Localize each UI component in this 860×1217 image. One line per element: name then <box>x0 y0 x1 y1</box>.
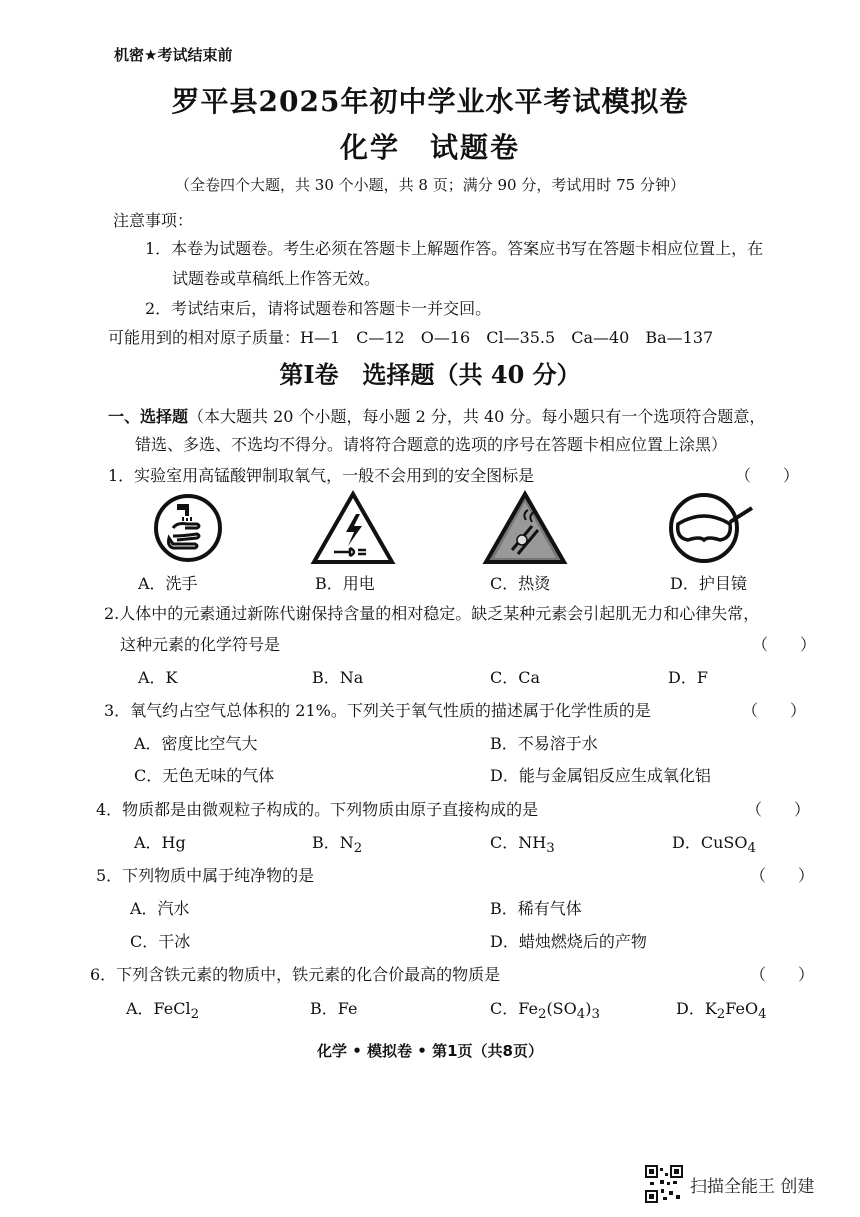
qr-code-icon <box>645 1165 683 1203</box>
question-4-stem: 4．物质都是由微观粒子构成的。下列物质由原子直接构成的是 <box>96 800 539 819</box>
part-instructions-cont: 错选、多选、不选均不得分。请将符合题意的选项的序号在答题卡相应位置上涂黑） <box>135 435 728 454</box>
confidential-label: 机密★考试结束前 <box>114 46 233 64</box>
question-1-option-b: B．用电 <box>315 574 375 593</box>
question-1-stem: 1．实验室用高锰酸钾制取氧气，一般不会用到的安全图标是 <box>108 466 535 485</box>
question-2-option-d: D．F <box>668 668 708 687</box>
answer-paren-3: （ ） <box>742 701 807 720</box>
question-2-stem-cont: 这种元素的化学符号是 <box>120 635 281 654</box>
question-2-option-b: B．Na <box>312 668 364 687</box>
question-4-option-b: B．$N_2$ <box>312 833 363 857</box>
question-4-option-a: A．Hg <box>134 833 186 852</box>
part-instructions <box>108 404 765 427</box>
hot-surface-icon <box>482 490 568 566</box>
note-item-1-cont: 试题卷或草稿纸上作答无效。 <box>172 269 381 288</box>
question-6-option-c: C．$Fe_2(SO_4)_3$ <box>490 999 600 1023</box>
note-item-1: 1．本卷为试题卷。考生必须在答题卡上解题作答。答案应书写在答题卡相应位置上，在 <box>145 239 764 258</box>
question-3-option-a: A．密度比空气大 <box>134 734 258 753</box>
question-3-stem: 3．氧气约占空气总体积的 21%。下列关于氧气性质的描述属于化学性质的是 <box>104 701 651 720</box>
watermark-text: 扫描全能王 创建 <box>690 1177 815 1197</box>
question-5-option-d: D．蜡烛燃烧后的产物 <box>490 932 647 951</box>
question-1-option-a: A．洗手 <box>138 574 198 593</box>
electricity-icon <box>310 490 396 566</box>
answer-paren-5: （ ） <box>750 866 815 885</box>
question-6-stem: 6．下列含铁元素的物质中，铁元素的化合价最高的物质是 <box>90 965 501 984</box>
atomic-masses: 可能用到的相对原子质量：H—1 C—12 O—16 Cl—35.5 Ca—40 Ba—137 <box>108 328 714 347</box>
question-4-option-c: C．$NH_3$ <box>490 833 555 857</box>
question-3-option-c: C．无色无味的气体 <box>134 766 275 785</box>
question-5-stem: 5．下列物质中属于纯净物的是 <box>96 866 315 885</box>
section-title: 第Ⅰ卷 选择题（共 40 分） <box>279 360 581 389</box>
question-2-option-c: C．Ca <box>490 668 541 687</box>
subject-title: 化学 试题卷 <box>339 131 520 164</box>
part-label: 一、选择题 <box>108 407 189 426</box>
question-6-option-b: B．Fe <box>310 999 358 1018</box>
part-desc: （本大题共 20 个小题，每小题 2 分，共 40 分。每小题只有一个选项符合题意， <box>188 407 766 426</box>
exam-info: （全卷四个大题，共 30 个小题，共 8 页；满分 90 分，考试用时 75 分钟） <box>175 176 685 194</box>
question-5-option-a: A．汽水 <box>130 899 190 918</box>
question-6-option-d: D．$K_2FeO_4$ <box>676 999 767 1023</box>
exam-title: 罗平县2025年初中学业水平考试模拟卷 <box>171 85 689 118</box>
page-footer: 化学 • 模拟卷 • 第1页（共8页） <box>317 1042 543 1060</box>
hand-wash-icon <box>153 492 223 564</box>
question-1-option-d: D．护目镜 <box>670 574 747 593</box>
question-2-stem: 2.人体中的元素通过新陈代谢保持含量的相对稳定。缺乏某种元素会引起肌无力和心律失常， <box>104 604 760 623</box>
goggles-icon <box>662 492 758 564</box>
question-3-option-d: D．能与金属铝反应生成氧化铝 <box>490 766 711 785</box>
question-3-option-b: B．不易溶于水 <box>490 734 598 753</box>
question-5-option-b: B．稀有气体 <box>490 899 582 918</box>
answer-paren-6: （ ） <box>750 965 815 984</box>
notes-heading: 注意事项： <box>113 211 194 230</box>
question-4-option-d: D．CuSO$_4$ <box>672 833 756 857</box>
answer-paren-2: （ ） <box>752 635 817 654</box>
question-1-option-c: C．热烫 <box>490 574 551 593</box>
question-2-option-a: A．K <box>138 668 178 687</box>
answer-paren-4: （ ） <box>746 800 811 819</box>
answer-paren-1: （ ） <box>735 466 800 485</box>
question-5-option-c: C．干冰 <box>130 932 191 951</box>
note-item-2: 2．考试结束后，请将试题卷和答题卡一并交回。 <box>145 299 492 318</box>
question-6-option-a: A．FeCl$_2$ <box>126 999 200 1023</box>
